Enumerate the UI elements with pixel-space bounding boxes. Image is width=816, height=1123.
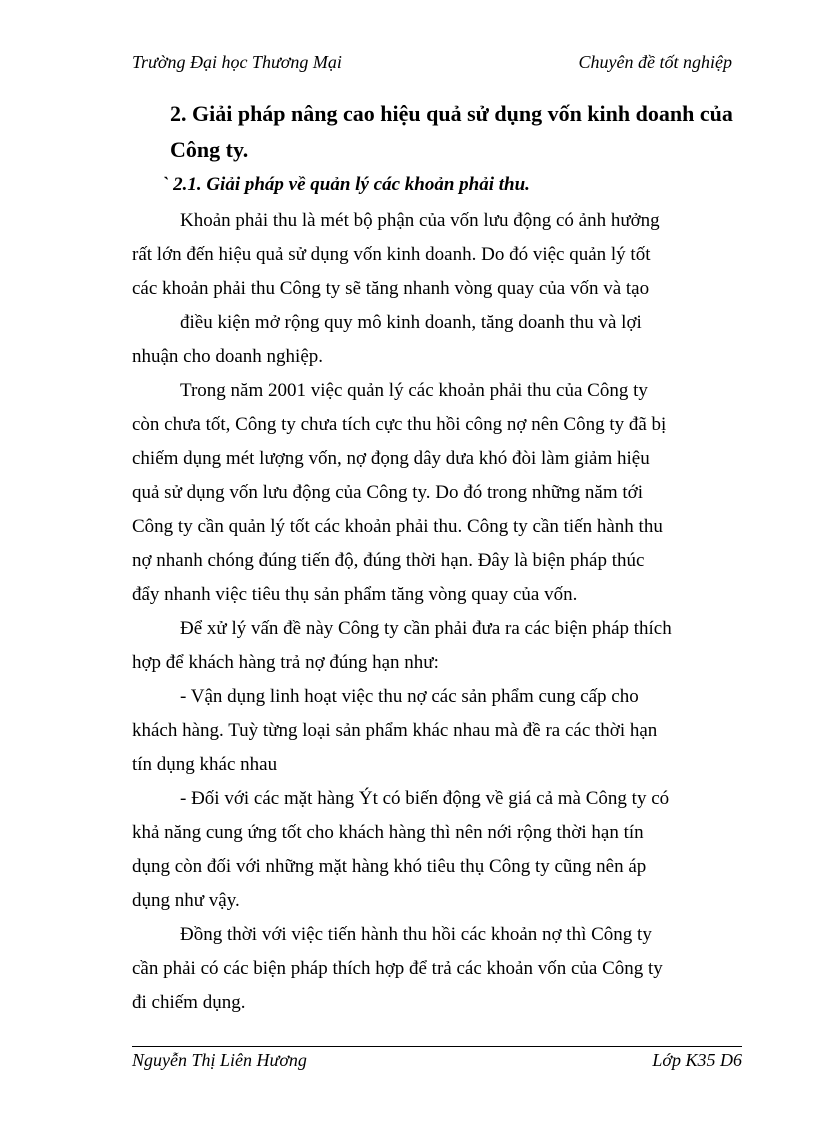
body-line: các khoản phải thu Công ty sẽ tăng nhanh vòng quay của vốn và tạo bbox=[132, 278, 650, 299]
body-line: Công ty cần quản lý tốt các khoản phải thu. Công ty cần tiến hành thu bbox=[132, 516, 663, 537]
body-line: - Vận dụng linh hoạt việc thu nợ các sản phẩm cung cấp cho bbox=[180, 686, 639, 707]
body-line: chiếm dụng mét lượng vốn, nợ đọng dây dưa khó đòi làm giảm hiệu bbox=[132, 448, 650, 469]
body-line: nợ nhanh chóng đúng tiến độ, đúng thời hạn. Đây là biện pháp thúc bbox=[132, 550, 645, 571]
footer-class: Lớp K35 D6 bbox=[652, 1050, 742, 1070]
section-title: 2. Giải pháp nâng cao hiệu quả sử dụng vốn kinh doanh của Công ty. bbox=[170, 101, 733, 162]
header-doc-type: Chuyên đề tốt nghiệp bbox=[578, 52, 732, 72]
footer-divider bbox=[132, 1046, 742, 1047]
page-header bbox=[132, 52, 732, 80]
body-line: khách hàng. Tuỳ từng loại sản phẩm khác nhau mà đề ra các thời hạn bbox=[132, 720, 658, 741]
subsection-title: ` 2.1. Giải pháp về quản lý các khoản phải thu. bbox=[162, 174, 530, 195]
body-line: Khoản phải thu là mét bộ phận của vốn lưu động có ảnh hưởng bbox=[180, 210, 660, 231]
body-line: - Đối với các mặt hàng Ýt có biến động về giá cả mà Công ty có bbox=[180, 788, 670, 809]
body-line: còn chưa tốt, Công ty chưa tích cực thu hồi công nợ nên Công ty đã bị bbox=[132, 414, 667, 435]
body-line: quả sử dụng vốn lưu động của Công ty. Do đó trong những năm tới bbox=[132, 482, 643, 503]
body-line: Để xử lý vấn đề này Công ty cần phải đưa ra các biện pháp thích bbox=[180, 618, 672, 639]
body-line: đẩy nhanh việc tiêu thụ sản phẩm tăng vòng quay của vốn. bbox=[132, 584, 578, 605]
body-line: đi chiếm dụng. bbox=[132, 992, 246, 1013]
body-line: tín dụng khác nhau bbox=[132, 754, 278, 775]
page-footer bbox=[132, 1050, 742, 1076]
header-school: Trường Đại học Thương Mại bbox=[132, 52, 342, 72]
body-line: cần phải có các biện pháp thích hợp để trả các khoản vốn của Công ty bbox=[132, 958, 663, 979]
body-line: rất lớn đến hiệu quả sử dụng vốn kinh doanh. Do đó việc quản lý tốt bbox=[132, 244, 651, 265]
body-line: Đồng thời với việc tiến hành thu hồi các khoản nợ thì Công ty bbox=[180, 924, 652, 945]
footer-author: Nguyễn Thị Liên Hương bbox=[132, 1050, 307, 1070]
body-line: hợp để khách hàng trả nợ đúng hạn như: bbox=[132, 652, 439, 673]
body-line: điều kiện mở rộng quy mô kinh doanh, tăng doanh thu và lợi bbox=[180, 312, 642, 333]
body-line: Trong năm 2001 việc quản lý các khoản phải thu của Công ty bbox=[180, 380, 648, 401]
body-line: nhuận cho doanh nghiệp. bbox=[132, 346, 324, 367]
body-line: dụng còn đối với những mặt hàng khó tiêu thụ Công ty cũng nên áp bbox=[132, 856, 647, 877]
body-line: khả năng cung ứng tốt cho khách hàng thì nên nới rộng thời hạn tín bbox=[132, 822, 644, 843]
body-line: dụng như vậy. bbox=[132, 890, 240, 911]
